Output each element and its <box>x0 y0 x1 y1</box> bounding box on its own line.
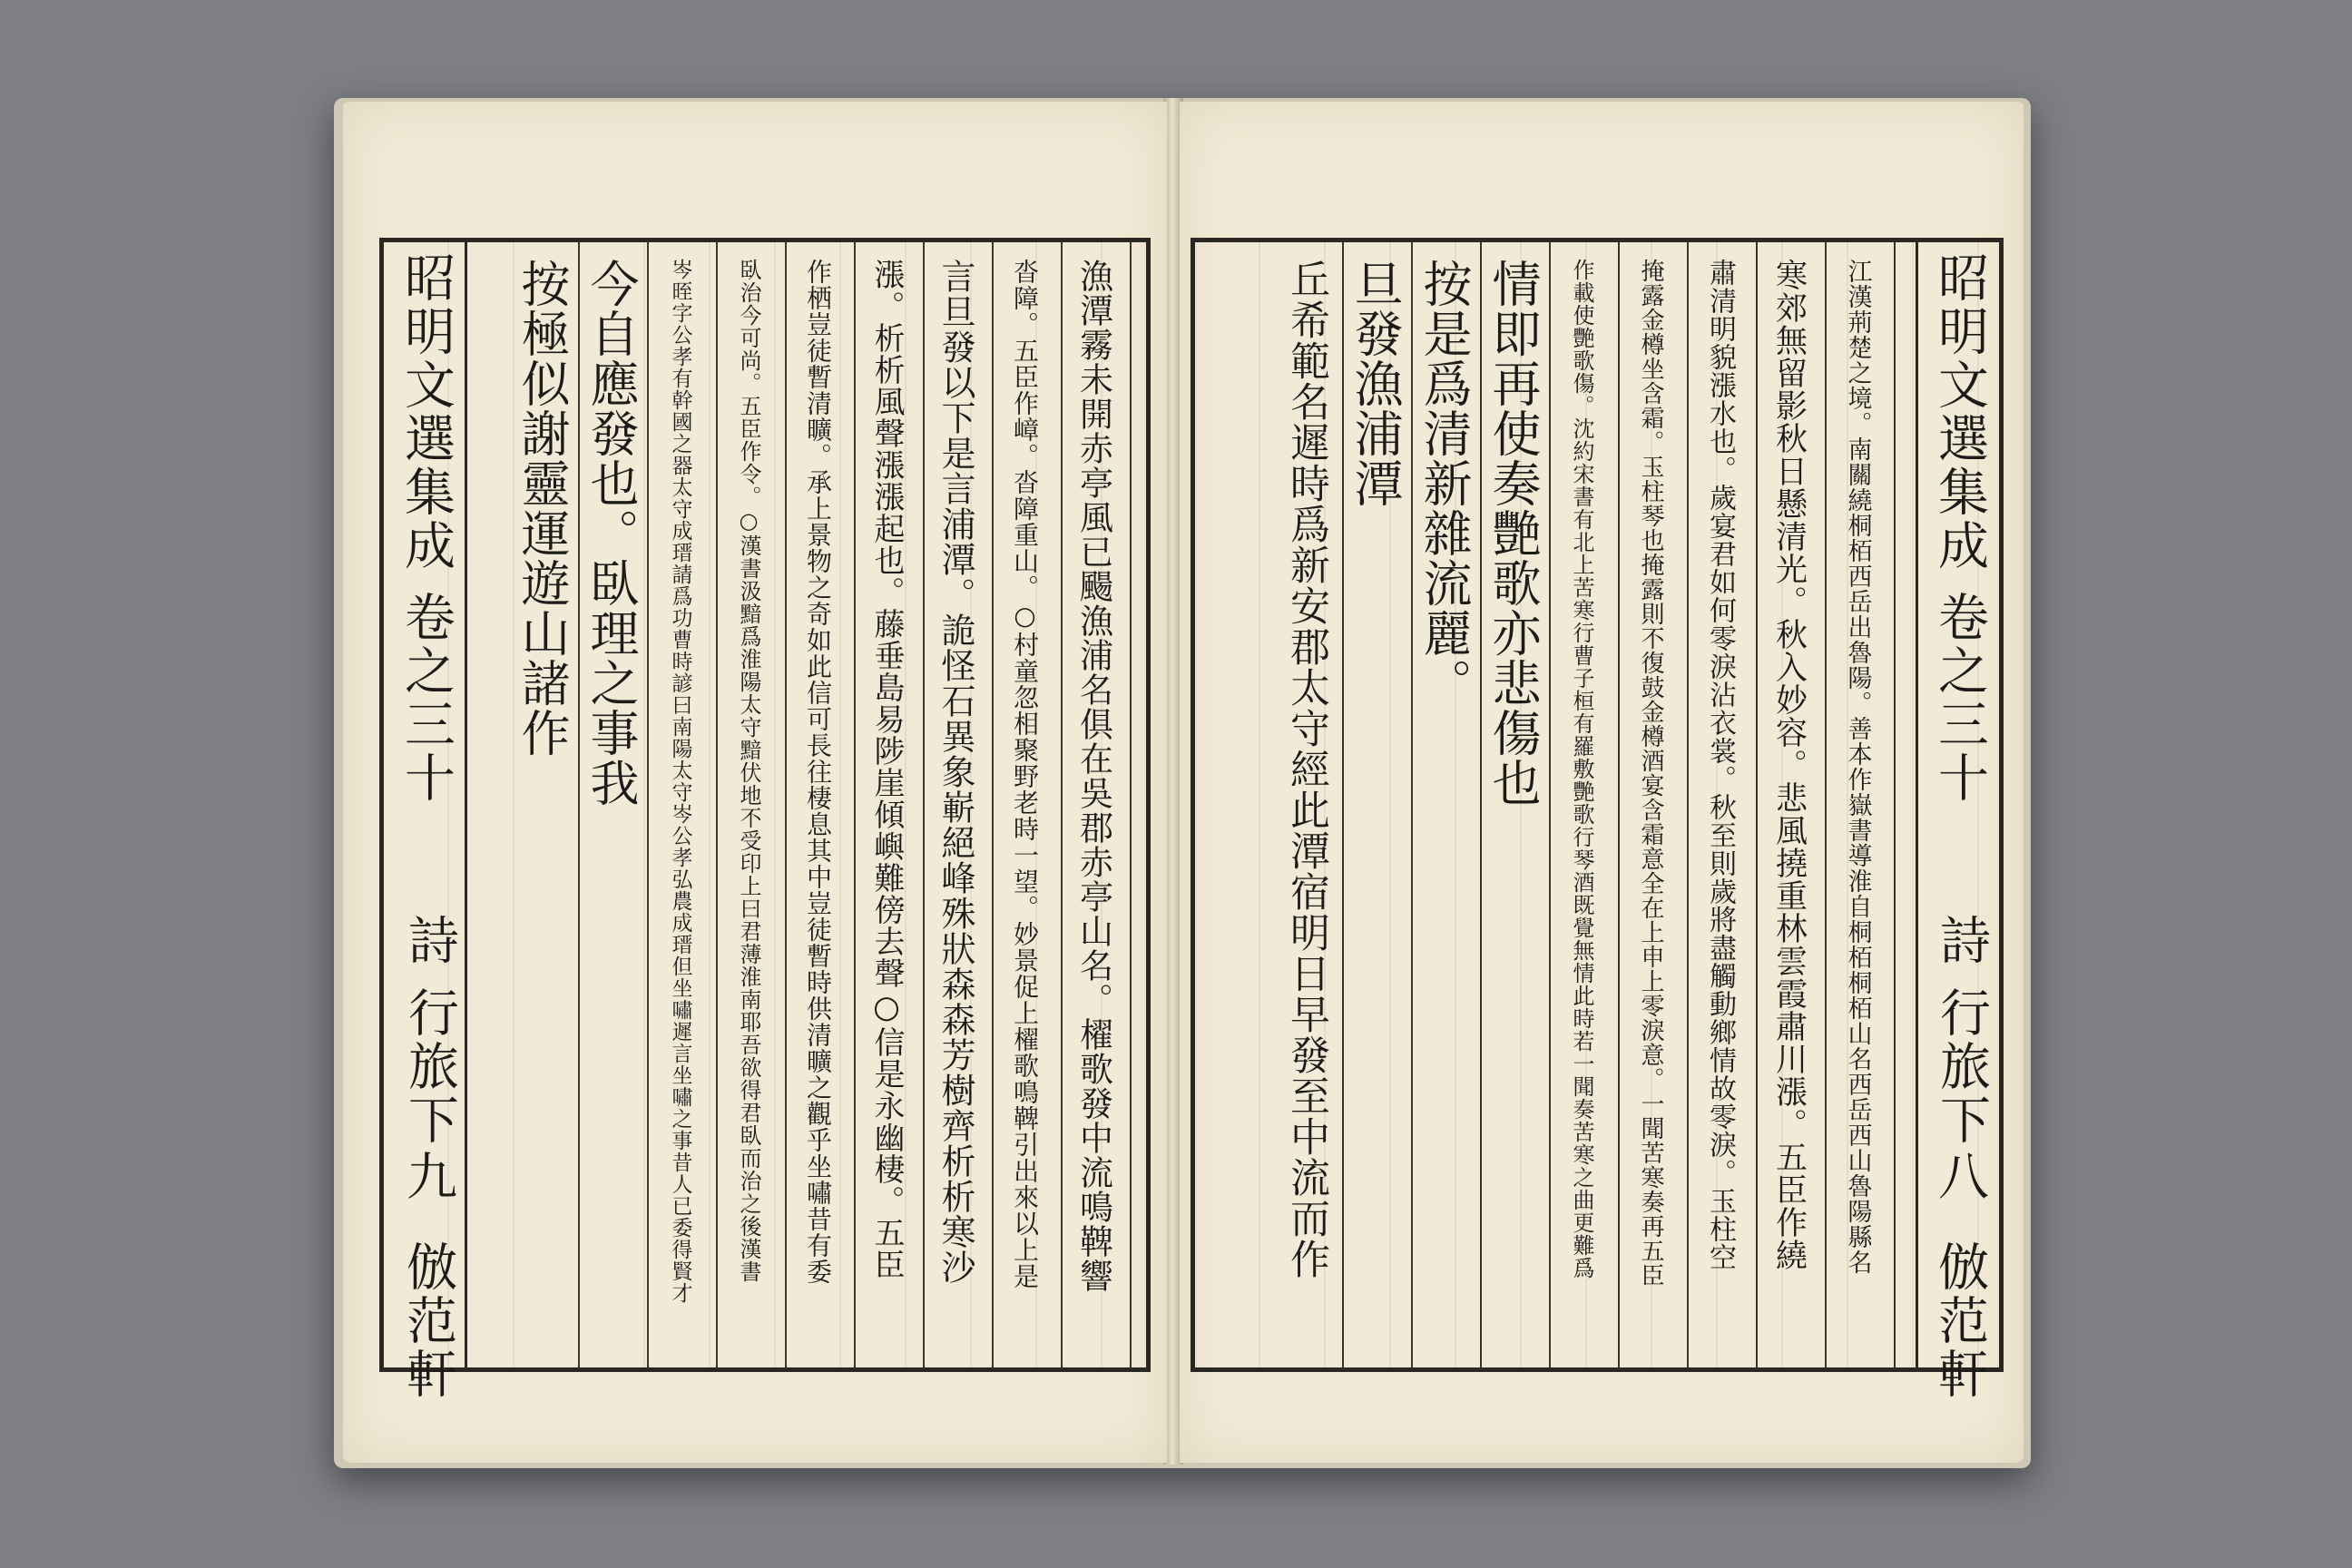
column-text: 旦發漁浦潭 <box>1347 259 1404 508</box>
volume-label: 卷之三十 <box>1930 591 1989 805</box>
text-column <box>583 259 638 1357</box>
column-rule <box>1549 242 1551 1367</box>
column-text: 寒郊無留影秋日懸清光。秋入妙容。悲風撓重林雲霞肅川漲。五臣作繞 <box>1770 259 1808 1271</box>
column-rule <box>578 242 580 1367</box>
column-rule <box>1342 242 1344 1367</box>
text-column <box>928 259 983 1357</box>
publisher-label: 倣范軒 <box>398 1240 457 1401</box>
section-label: 詩 <box>400 914 459 967</box>
left-title-band <box>384 242 467 1401</box>
column-rule <box>1130 242 1132 1367</box>
text-column <box>790 259 845 1357</box>
text-column <box>721 259 776 1357</box>
column-rule <box>647 242 649 1367</box>
column-rule <box>1061 242 1063 1367</box>
column-text: 情即再使奏艷歌亦悲傷也 <box>1485 259 1542 808</box>
column-text: 按是爲清新雜流麗。 <box>1416 259 1473 708</box>
text-column <box>859 259 914 1357</box>
book-title: 昭明文選集成 <box>1930 251 1989 573</box>
text-column <box>652 259 707 1357</box>
column-text: 丘希範名遲時爲新安郡太守經此潭宿明日早發至中流而作 <box>1283 259 1329 1279</box>
right-page <box>1180 102 2024 1463</box>
text-column <box>1066 259 1121 1357</box>
column-text: 按極似謝靈運遊山諸作 <box>514 259 571 758</box>
column-text: 掩露金樽坐含霜。玉柱琴也掩露則不復鼓金樽酒宴含霜意全在上申上零淚意。一聞苦寒奏再五臣 <box>1637 259 1664 1288</box>
text-column <box>1623 259 1678 1357</box>
text-column <box>1348 259 1402 1357</box>
page-number: 九 <box>398 1150 457 1203</box>
band-rule <box>1916 242 1918 1367</box>
column-rule <box>1618 242 1620 1367</box>
column-text: 江漢荊楚之境。南關繞桐栢西岳出魯陽。善本作嶽書導淮自桐栢桐栢山名西岳西山魯陽縣名 <box>1843 259 1872 1275</box>
column-rule <box>1687 242 1689 1367</box>
column-text: 漲。析析風聲漲漲起也。藤垂島易陟崖傾嶼難傍去聲○信是永幽棲。五臣 <box>868 259 905 1280</box>
right-title-band <box>1916 242 1999 1401</box>
column-text: 作栖豈徒暫清曠。承上景物之奇如此信可長往棲息其中豈徒暫時供清曠之觀乎坐嘯昔有委 <box>803 259 833 1285</box>
column-text: 今自應發也。臥理之事我 <box>583 259 640 808</box>
page-number: 八 <box>1930 1150 1989 1203</box>
left-page <box>343 102 1167 1463</box>
publisher-label: 倣范軒 <box>1930 1240 1989 1401</box>
column-rule <box>854 242 856 1367</box>
column-text: 臥治今可尚。五臣作令。○漢書汲黯爲淮陽太守黯伏地不受印上曰君薄淮南耶吾欲得君臥而治之後漢書 <box>736 259 761 1283</box>
text-column <box>1830 259 1885 1357</box>
text-column <box>1692 259 1747 1357</box>
subsection-label: 行旅下 <box>1932 986 1991 1147</box>
text-column <box>1279 259 1333 1357</box>
column-text: 漁潭霧未開赤亭風已颺漁浦名俱在吳郡赤亭山名。櫂歌發中流鳴鞞響 <box>1073 259 1113 1293</box>
column-text: 言旦發以下是言浦潭。詭怪石異象嶄絕峰殊狀森森芳樹齊析析寒沙 <box>936 259 975 1285</box>
column-text: 作載使艷歌傷。沈約宋書有北上苦寒行曹子桓有羅敷艷歌行琴酒既覺無情此時若一聞奏苦寒之曲更難爲 <box>1569 259 1594 1279</box>
section-label: 詩 <box>1932 914 1991 967</box>
column-rule <box>1480 242 1482 1367</box>
text-column <box>1416 259 1471 1357</box>
left-page-frame <box>379 238 1151 1401</box>
subsection-label: 行旅下 <box>400 986 459 1147</box>
volume-label: 卷之三十 <box>397 591 456 805</box>
column-rule <box>1825 242 1827 1367</box>
text-column <box>1485 259 1540 1357</box>
book-title: 昭明文選集成 <box>397 251 456 573</box>
band-rule <box>465 242 467 1367</box>
text-column <box>1761 259 1816 1357</box>
column-text: 肅清明貌漲水也。歲宴君如何零淚沾衣裳。秋至則歲將盡觸動鄉情故零淚。玉柱空 <box>1704 259 1736 1271</box>
text-column <box>1554 259 1609 1357</box>
column-rule <box>1756 242 1758 1367</box>
column-rule <box>992 242 994 1367</box>
column-rule <box>716 242 718 1367</box>
column-rule <box>785 242 787 1367</box>
column-text: 沓障。五臣作嶂。沓障重山。○村童忽相聚野老時一望。妙景促上櫂歌鳴鞞引出來以上是 <box>1010 259 1040 1289</box>
column-rule <box>1411 242 1413 1367</box>
column-rule <box>923 242 925 1367</box>
text-column <box>997 259 1052 1357</box>
right-page-frame <box>1191 238 2004 1401</box>
column-text: 岑晊字公孝有幹國之器太守成瑨請爲功曹時諺曰南陽太守岑公孝弘農成瑨但坐嘯遲言坐嘯之事昔人已委得賢才 <box>668 259 692 1304</box>
text-column <box>514 259 569 1357</box>
column-rule <box>1894 242 1896 1367</box>
